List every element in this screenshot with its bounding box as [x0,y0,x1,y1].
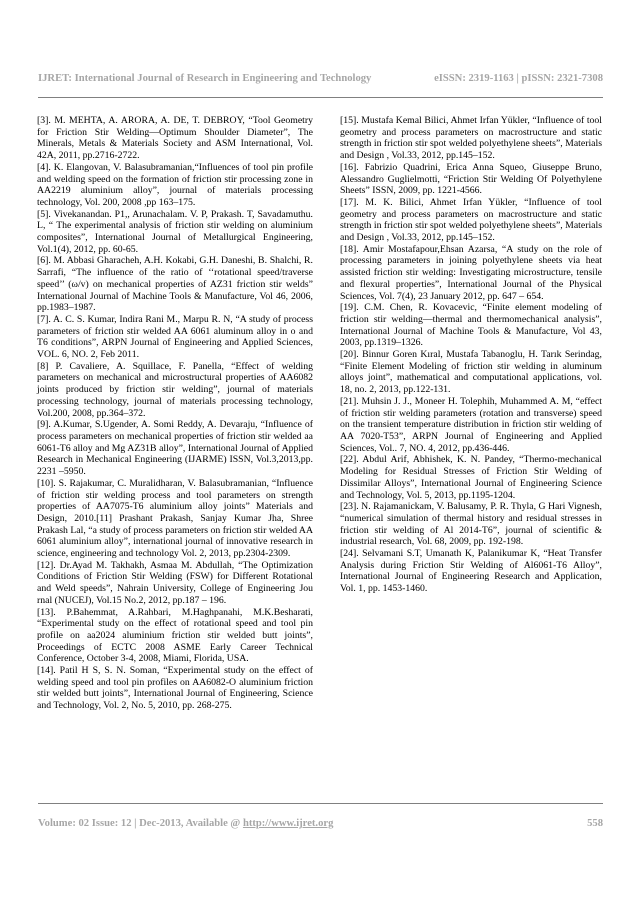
reference-item: [19]. C.M. Chen, R. Kovacevic, “Finite element modeling of friction stir welding—thermal and thermomechanical analysis”, International Journal of Machine Tools & Manufacture, Vol 43, 2003, pp.1319–1326. [340,302,602,349]
reference-item: [16]. Fabrizio Quadrini, Erica Anna Squeo, Giuseppe Bruno, Alessandro Guglielmotti, “Friction Stir Welding Of Polyethylene Sheets” ISSN, 2009, pp. 1221-4566. [340,161,602,197]
journal-link[interactable]: http://www.ijret.org [242,818,334,829]
issue-info [38,818,333,829]
reference-item: [5]. Vivekanandan. P1,, Arunachalam. V. P, Prakash. T, Savadamuthu. L, “ The experimental analysis of friction stir welding on aluminium composites”, International Journal of Metallurgical Engineering, Vol.1(4), 2012, pp. 60-65. [37,208,313,255]
reference-item: [17]. M. K. Bilici, Ahmet Irfan Yükler, “Influence of tool geometry and process parameters on macrostructure and static strength in friction stir spot welded polyethylene sheets”, Materials and Design , Vol.33, 2012, pp.145–152. [340,196,602,244]
references-right-column [340,115,602,595]
running-header [38,73,603,84]
reference-item: [6]. M. Abbasi Gharacheh, A.H. Kokabi, G.H. Daneshi, B. Shalchi, R. Sarrafi, “The influence of the ratio of ‘‘rotational speed/traverse speed’’ (ω/v) on mechanical properties of AZ31 friction stir welds” International Journal of Machine Tools & Manufacture, Vol 46, 2006, pp.1983–1987. [37,255,313,314]
issn-info: eISSN: 2319-1163 | pISSN: 2321-7308 [434,73,603,84]
references-left-column [37,115,313,712]
reference-item: [12]. Dr.Ayad M. Takhakh, Asmaa M. Abdullah, “The Optimization Conditions of Friction Stir Welding (FSW) for Different Rotational and Weld speeds”, Nahrain University, College of Engineering Jou rnal (NUCEJ), Vol.15 No.2, 2012, pp.187 – 196. [37,559,313,606]
footer-divider [38,803,603,804]
reference-item: [9]. A.Kumar, S.Ugender, A. Somi Reddy, A. Devaraju, “Influence of process parameters on mechanical properties of friction stir welded aa 6061-T6 alloy and Mg AZ31B alloy”, International Journal of Applied Research in Mechanical Engineering (IJARME) ISSN, Vol.3,2013,pp. 2231 –5950. [37,419,313,478]
journal-title: IJRET: International Journal of Research in Engineering and Technology [38,73,372,84]
reference-item: [20]. Binnur Goren Kıral, Mustafa Tabanoglu, H. Tarık Serindag, “Finite Element Modeling of friction stir welding in aluminum alloys joint”, mathematical and computational applications, vol. 18, no. 2, 2013, pp.122-131. [340,349,602,396]
reference-item: [15]. Mustafa Kemal Bilici, Ahmet Irfan Yükler, “Influence of tool geometry and process parameters on macrostructure and static strength in friction stir spot welded polyethylene sheets”, Materials and Design , Vol.33, 2012, pp.145–152. [340,115,602,162]
reference-item: [14]. Patil H S, S. N. Soman, “Experimental study on the effect of welding speed and tool pin profiles on AA6082-O aluminium friction stir welded butt joints”, International Journal of Engineering, Science and Technology, Vol. 2, No. 5, 2010, pp. 268-275. [37,665,313,712]
header-divider [38,97,603,98]
reference-item: [21]. Muhsin J. J., Moneer H. Tolephih, Muhammed A. M, “effect of friction stir welding parameters (rotation and transverse) speed on the transient temperature distribution in friction stir welding of AA 7020-T53”, ARPN Journal of Engineering and Applied Sciences, Vol.. 7, NO. 4, 2012, pp.436-446. [340,395,602,454]
reference-item: [3]. M. MEHTA, A. ARORA, A. DE, T. DEBROY, “Tool Geometry for Friction Stir Welding—Optimum Shoulder Diameter”, The Minerals, Metals & Materials Society and ASM International, Vol. 42A, 2011, pp.2716-2722. [37,115,313,162]
reference-item: [8] P. Cavaliere, A. Squillace, F. Panella, “Effect of welding parameters on mechanical and microstructural properties of AA6082 joints produced by friction stir welding”, journal of materials processing technology, journal of materials processing technology, Vol.200, 2008, pp.364–372. [37,360,313,419]
reference-item: [4]. K. Elangovan, V. Balasubramanian,“Influences of tool pin profile and welding speed on the formation of friction stir processing zone in AA2219 aluminium alloy”, journal of materials processing technology, Vol. 200, 2008 ,pp 163–175. [37,161,313,208]
reference-item: [10]. S. Rajakumar, C. Muralidharan, V. Balasubramanian, “Influence of friction stir welding process and tool parameters on strength properties of AA7075-T6 aluminium alloy joints” Materials and Design, 2010.[11] Prashant Prakash, Sanjay Kumar Jha, Shree Prakash Lal, “a study of process parameters on friction stir welded AA 6061 aluminium alloy”, international journal of innovative research in science, engineering and technology Vol. 2, 2013, pp.2304-2309. [37,477,313,560]
page-number: 558 [587,818,603,829]
running-footer [38,818,603,829]
reference-item: [22]. Abdul Arif, Abhishek, K. N. Pandey, “Thermo-mechanical Modeling for Residual Stresses of Friction Stir Welding of Dissimilar Alloys”, International Journal of Engineering Science and Technology, Vol. 5, 2013, pp.1195-1204. [340,454,602,501]
issue-text: Volume: 02 Issue: 12 | Dec-2013, Available @ [38,818,243,829]
reference-item: [23]. N. Rajamanickam, V. Balusamy, P. R. Thyla, G Hari Vignesh, “numerical simulation of thermal history and residual stresses in friction stir welding of Al 2014-T6”, journal of scientific & industrial research, Vol. 68, 2009, pp. 192-198. [340,501,602,548]
reference-item: [18]. Amir Mostafapour,Ehsan Azarsa, “A study on the role of processing parameters in joining polyethylene sheets via heat assisted friction stir welding: Investigating microstructure, tensile and flexural properties”, International Journal of the Physical Sciences, Vol. 7(4), 23 January 2012, pp. 647 – 654. [340,243,602,302]
reference-item: [13]. P.Bahemmat, A.Rahbari, M.Haghpanahi, M.K.Besharati, “Experimental study on the effect of rotational speed and tool pin profile on aa2024 aluminium friction stir welded butt joints”, Proceedings of ECTC 2008 ASME Early Career Technical Conference, October 3-4, 2008, Miami, Florida, USA. [37,606,313,665]
reference-item: [24]. Selvamani S.T, Umanath K, Palanikumar K, “Heat Transfer Analysis during Friction Stir Welding of Al6061-T6 Alloy”, International Journal of Engineering Research and Application, Vol. 1, pp. 1453-1460. [340,548,602,595]
reference-item: [7]. A. C. S. Kumar, Indira Rani M., Marpu R. N, “A study of process parameters of friction stir welded AA 6061 aluminum alloy in o and T6 conditions”, ARPN Journal of Engineering and Applied Sciences, VOL. 6, NO. 2, Feb 2011. [37,313,313,361]
